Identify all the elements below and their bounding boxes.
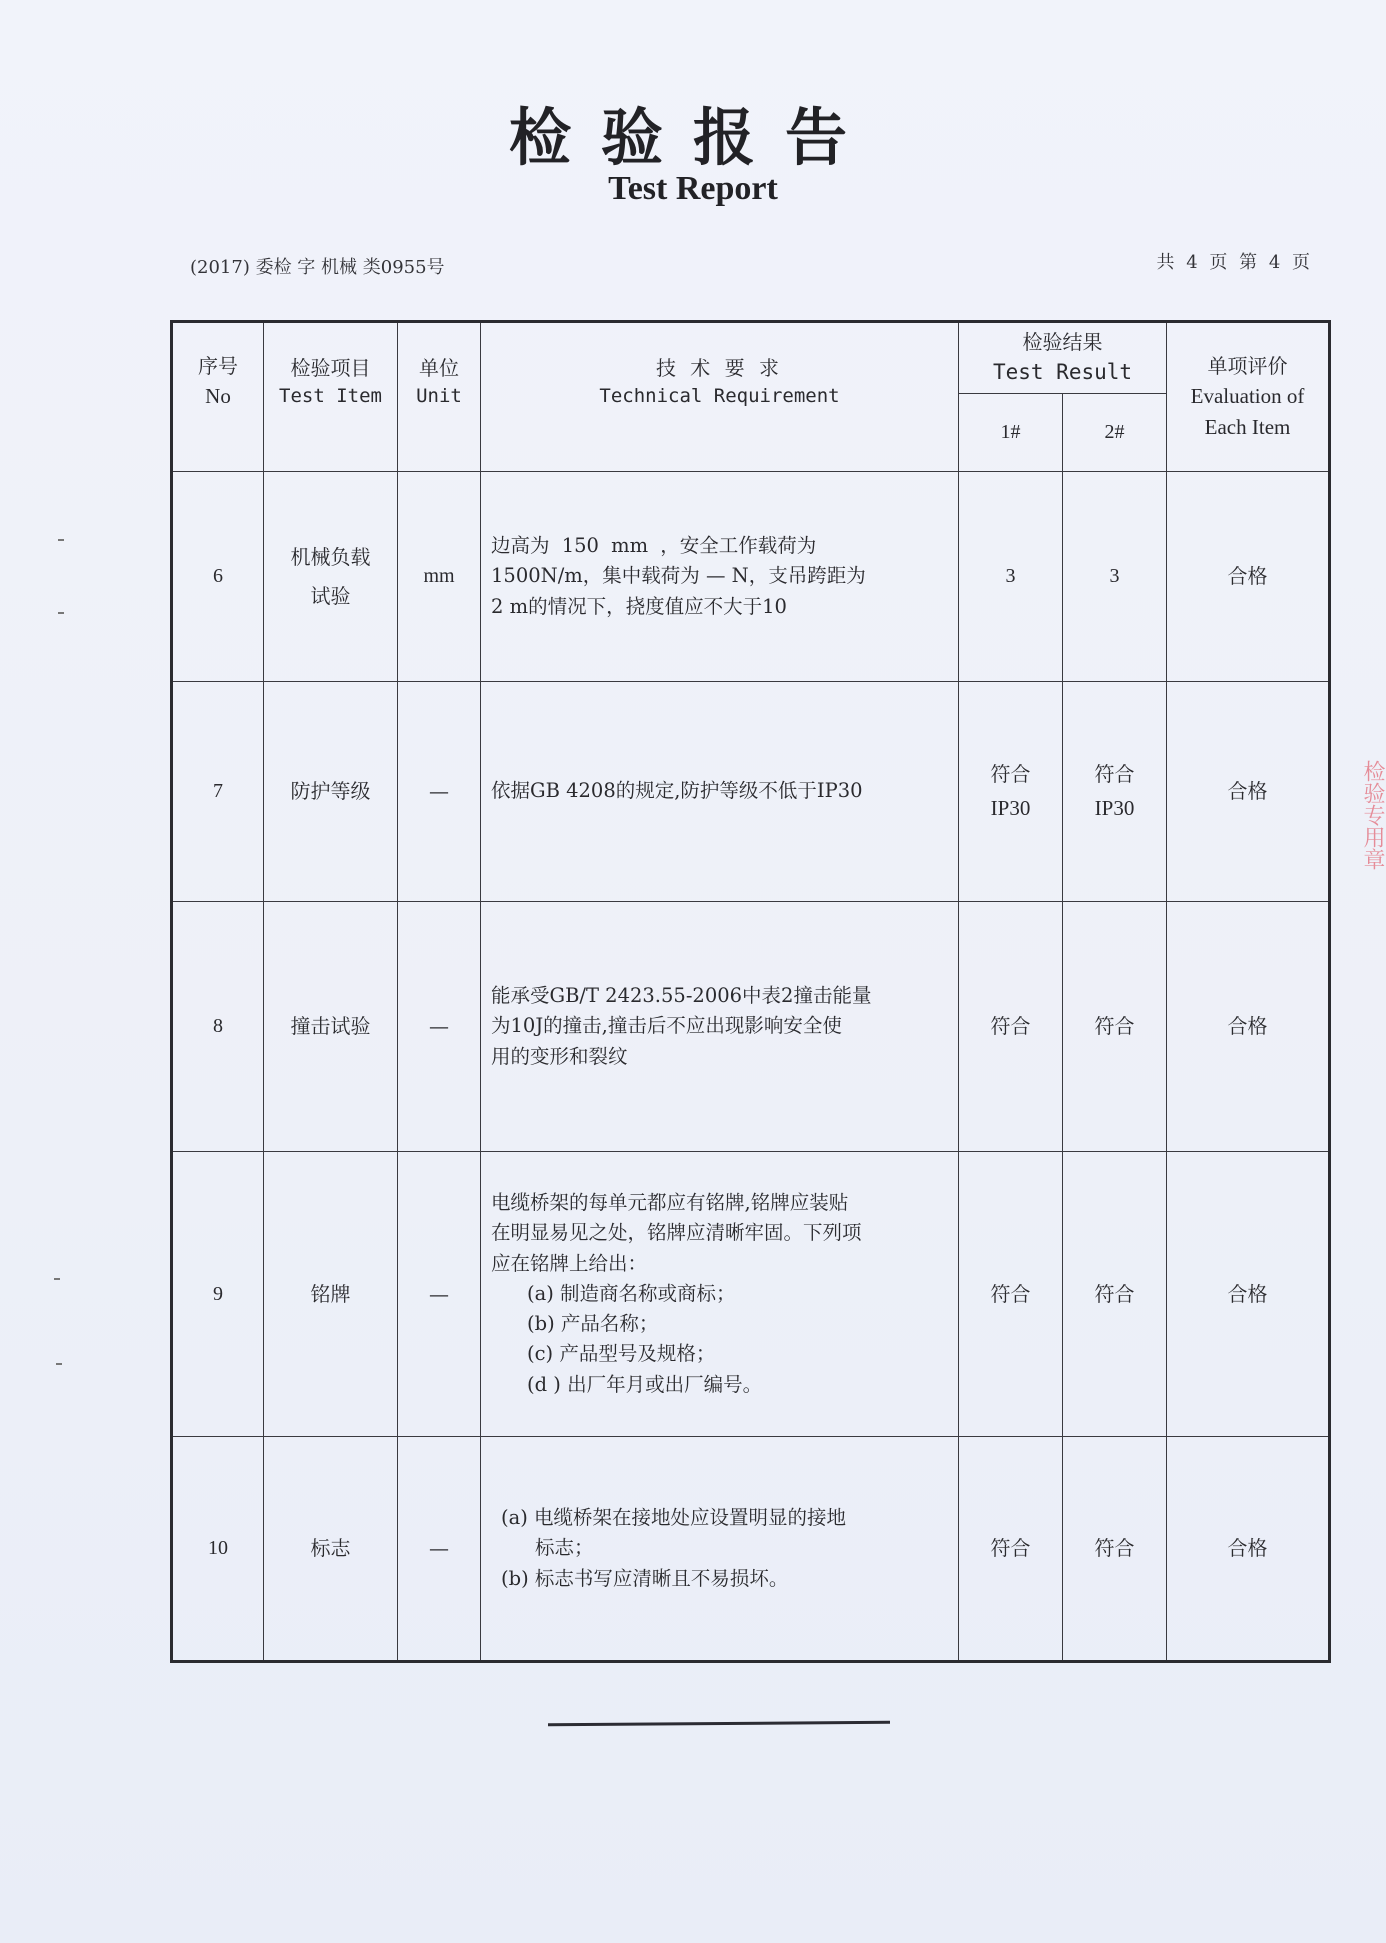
requirement-line: 在明显易见之处，铭牌应清晰牢固。下列项 (491, 1221, 862, 1245)
header-test-item (264, 322, 398, 472)
scan-mark (58, 612, 64, 614)
requirement-line: 能承受GB/T 2423.55-2006中表2撞击能量 (491, 984, 872, 1008)
requirement-subitem: (d ) 出厂年月或出厂编号。 (527, 1372, 763, 1396)
requirement-line: 应在铭牌上给出： (491, 1251, 648, 1275)
cell-test-item: 铭牌 (264, 1152, 398, 1437)
cell-requirement (481, 1437, 959, 1662)
cell-test-item (264, 472, 398, 682)
requirement-subitem: (a) 电缆桥架在接地处应设置明显的接地 (501, 1506, 847, 1530)
table-row (172, 682, 1330, 902)
cell-no: 10 (172, 1437, 264, 1662)
table-row (172, 472, 1330, 682)
cell-unit: — (398, 1437, 481, 1662)
requirement-line: 边高为 150 mm ，安全工作载荷为 (491, 534, 817, 558)
cell-test-item: 标志 (264, 1437, 398, 1662)
header-unit-en: Unit (416, 384, 462, 407)
header-eval-en-2: Each Item (1204, 414, 1291, 439)
header-unit (398, 322, 481, 472)
header-no-en: No (205, 384, 231, 409)
cell-result-1: 3 (959, 472, 1063, 682)
report-number: (2017) 委检 字 机械 类0955号 (190, 257, 445, 278)
page-info: 共 4 页 第 4 页 (1156, 252, 1310, 273)
cell-unit: — (398, 1152, 481, 1437)
report-title-en: Test Report (608, 170, 778, 207)
item-line: 机械负载 (290, 544, 371, 569)
report-title-cn: 检验报告 (508, 101, 877, 174)
header-no-cn: 序号 (198, 354, 238, 379)
cell-no: 8 (172, 902, 264, 1152)
cell-unit: mm (398, 472, 481, 682)
cell-result-2: 符合 (1063, 1152, 1167, 1437)
cell-test-item: 撞击试验 (264, 902, 398, 1152)
requirement-line: 依据GB 4208的规定,防护等级不低于IP30 (491, 779, 863, 803)
item-line: 试验 (310, 583, 351, 608)
header-sample-2: 2# (1063, 394, 1167, 472)
table-row (172, 1437, 1330, 1662)
requirement-line: 1500N/m，集中载荷为 — N，支吊跨距为 (491, 564, 866, 588)
header-technical-requirement (481, 322, 959, 472)
requirement-line: 电缆桥架的每单元都应有铭牌,铭牌应装贴 (491, 1191, 849, 1215)
cell-no: 7 (172, 682, 264, 902)
header-eval-en-1: Evaluation of (1190, 384, 1305, 409)
header-result-cn: 检验结果 (1022, 330, 1103, 355)
official-seal-stamp: 检验专用章 (1360, 760, 1385, 870)
cell-requirement (481, 902, 959, 1152)
scan-mark (54, 1278, 60, 1280)
table-row (172, 1152, 1330, 1437)
header-req-en: Technical Requirement (599, 384, 840, 407)
cell-result-2: 3 (1063, 472, 1167, 682)
requirement-line: 为10J的撞击,撞击后不应出现影响安全使 (491, 1014, 842, 1038)
table-row (172, 902, 1330, 1152)
cell-result-2: 符合 (1063, 1437, 1167, 1662)
requirement-line: 标志； (535, 1536, 594, 1560)
cell-requirement (481, 472, 959, 682)
cell-test-item: 防护等级 (264, 682, 398, 902)
cell-evaluation: 合格 (1167, 682, 1330, 902)
cell-result-2: 符合 (1063, 902, 1167, 1152)
cell-evaluation: 合格 (1167, 902, 1330, 1152)
header-test-result (959, 322, 1167, 394)
cell-result-1: 符合 (959, 1437, 1063, 1662)
header-item-cn: 检验项目 (290, 355, 371, 380)
cell-evaluation: 合格 (1167, 1152, 1330, 1437)
result-line: IP30 (990, 795, 1031, 820)
header-sample-1: 1# (959, 394, 1063, 472)
requirement-subitem: (c) 产品型号及规格； (527, 1342, 716, 1366)
header-eval-cn: 单项评价 (1207, 354, 1288, 379)
result-line: IP30 (1094, 795, 1135, 820)
requirement-subitem: (b) 标志书写应清晰且不易损坏。 (501, 1566, 789, 1590)
cell-result-2 (1063, 682, 1167, 902)
scan-mark (56, 1363, 62, 1365)
cell-result-1 (959, 682, 1063, 902)
header-result-en: Test Result (992, 360, 1133, 385)
result-line: 符合 (990, 761, 1031, 786)
header-evaluation (1167, 322, 1330, 472)
cell-no: 6 (172, 472, 264, 682)
cell-evaluation: 合格 (1167, 1437, 1330, 1662)
cell-result-1: 符合 (959, 1152, 1063, 1437)
test-results-table (170, 320, 1331, 1663)
cell-no: 9 (172, 1152, 264, 1437)
requirement-subitem: (a) 制造商名称或商标； (527, 1281, 736, 1305)
cell-requirement (481, 682, 959, 902)
cell-unit: — (398, 902, 481, 1152)
result-line: 符合 (1094, 761, 1135, 786)
cell-unit: — (398, 682, 481, 902)
cell-evaluation: 合格 (1167, 472, 1330, 682)
requirement-line: 2 m的情况下，挠度值应不大于10 (491, 594, 787, 618)
header-no (172, 322, 264, 472)
requirement-subitem: (b) 产品名称； (527, 1312, 659, 1336)
header-unit-cn: 单位 (419, 355, 459, 380)
cell-result-1: 符合 (959, 902, 1063, 1152)
header-item-en: Test Item (279, 384, 382, 407)
cell-requirement (481, 1152, 959, 1437)
requirement-line: 用的变形和裂纹 (491, 1044, 628, 1068)
scan-mark (58, 539, 64, 541)
header-req-cn: 技 术 要 求 (655, 355, 784, 380)
table-header-row (172, 322, 1330, 394)
